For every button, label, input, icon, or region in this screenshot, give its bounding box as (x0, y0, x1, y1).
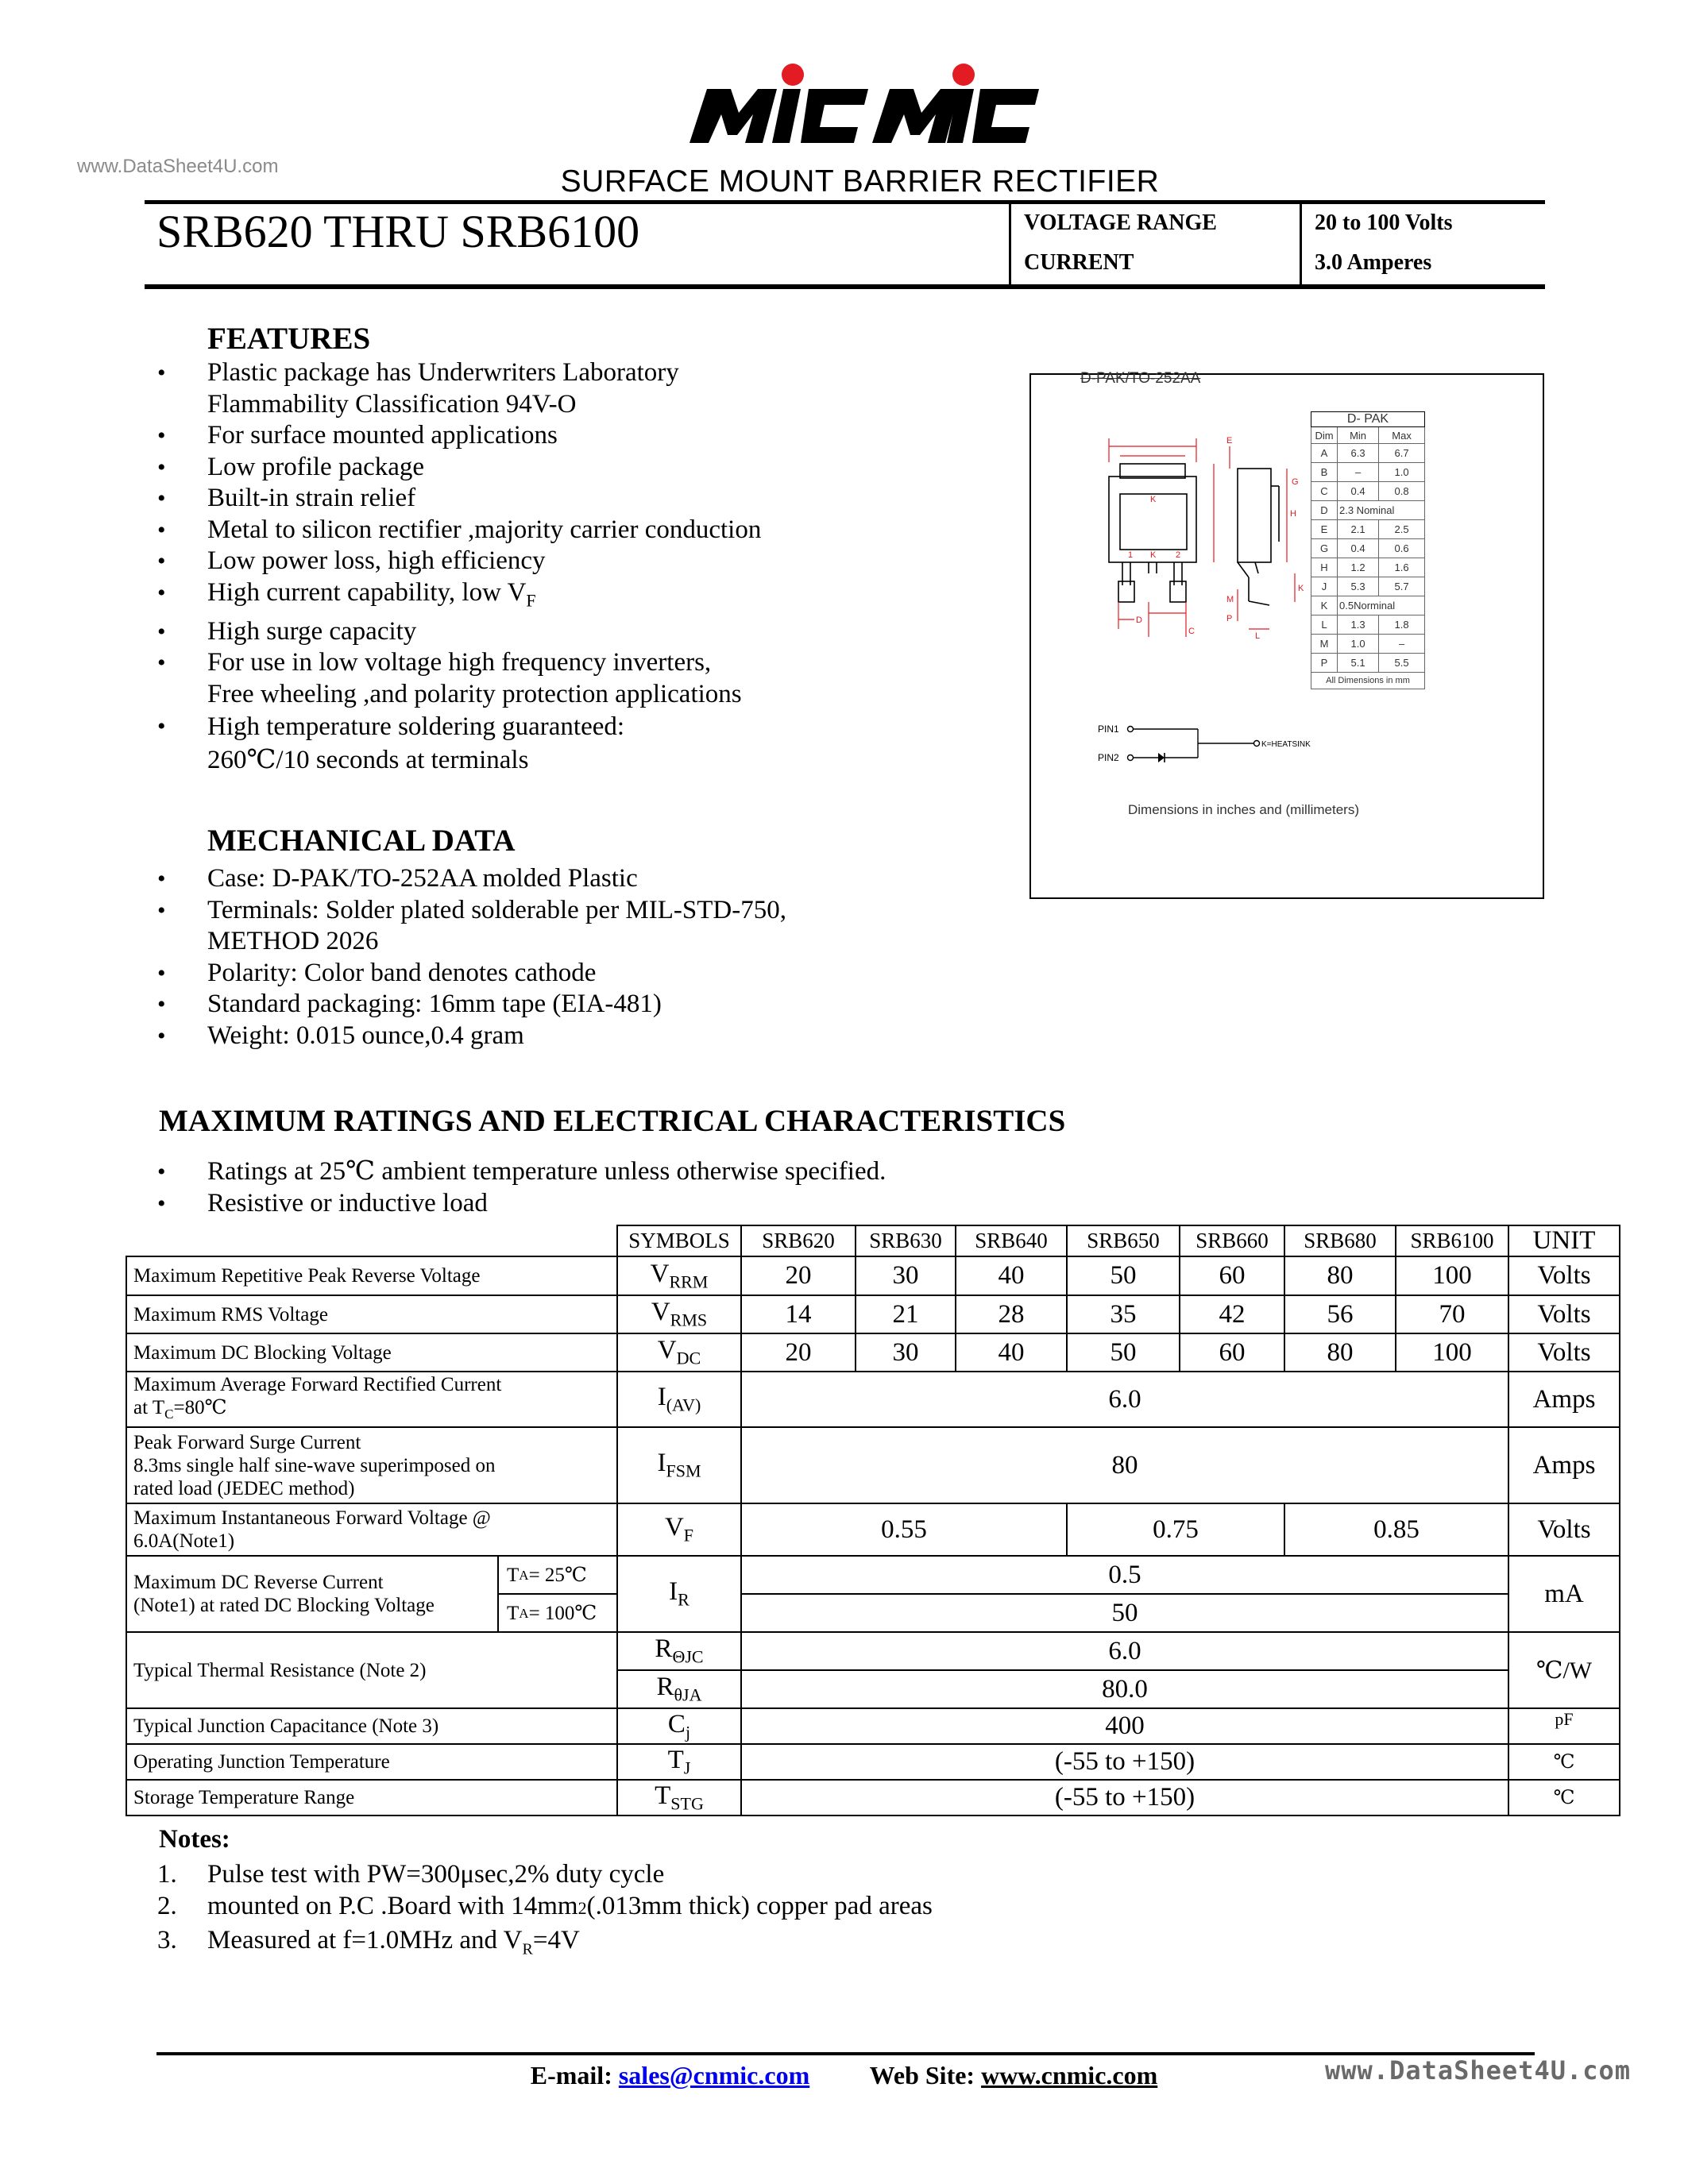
package-title: D-PAK/TO-252AA (1080, 370, 1201, 387)
param-iav: Maximum Average Forward Rectified Current at $T_C=80℃$ (126, 1372, 617, 1427)
mechanical-item: • Terminals: Solder plated solderable per MIL-STD-750, METHOD 2026 (157, 895, 999, 958)
value-cell: 6.0 (741, 1372, 1508, 1427)
dim-label: H (1290, 509, 1296, 519)
dimensions-note: Dimensions in inches and (millimeters) (1128, 802, 1359, 817)
dpak-cell: 1.0 (1379, 463, 1425, 482)
table-row (126, 1708, 1620, 1744)
table-row (126, 1780, 1620, 1815)
dpak-row (1311, 482, 1425, 501)
logo-dot-2 (952, 64, 975, 86)
symbol-cj: $C_j$ (617, 1708, 741, 1744)
ratings-bullet: • Ratings at 25℃ ambient temperature unless otherwise specified. (157, 1156, 1349, 1188)
dpak-table-title: D- PAK (1311, 412, 1425, 427)
unit-cell: ℃ (1508, 1744, 1620, 1780)
feature-item: • Built-in strain relief (157, 483, 999, 515)
dpak-cell: P (1311, 654, 1338, 673)
heatsink-label: K=HEATSINK (1261, 740, 1311, 749)
feature-item: • High surge capacity (157, 616, 999, 648)
dpak-cell: 0.4 (1338, 539, 1379, 558)
dpak-cell: – (1379, 635, 1425, 654)
value-cell: 100 (1396, 1333, 1508, 1372)
header-srb650: SRB650 (1067, 1225, 1180, 1256)
param-cj: Typical Junction Capacitance (Note 3) (126, 1708, 617, 1744)
unit-cell: Volts (1508, 1256, 1620, 1295)
symbol-vrms: $V_{RMS}$ (617, 1295, 741, 1333)
pin1-label: PIN1 (1098, 723, 1119, 735)
symbol-ir: $I_R$ (617, 1556, 741, 1632)
dpak-row (1311, 577, 1425, 596)
table-row (126, 1744, 1620, 1780)
dim-label: P (1226, 614, 1233, 623)
dpak-cell: 5.5 (1379, 654, 1425, 673)
features-list (157, 357, 999, 777)
dpak-cell: B (1311, 463, 1338, 482)
dpak-cell: 5.7 (1379, 577, 1425, 596)
dpak-cell: – (1338, 463, 1379, 482)
watermark-top: www.DataSheet4U.com (77, 156, 279, 177)
unit-cell: ℃ (1508, 1780, 1620, 1815)
param-vf: Maximum Instantaneous Forward Voltage @ 6.0A(Note1) (126, 1503, 617, 1556)
ratings-bullet: • Resistive or inductive load (157, 1188, 1349, 1220)
dpak-cell: M (1311, 635, 1338, 654)
unit-cell: pF (1508, 1708, 1620, 1744)
dpak-cell: E (1311, 520, 1338, 539)
dim-label: L (1255, 631, 1261, 641)
dpak-cell: 6.7 (1379, 444, 1425, 463)
value-cell: (-55 to +150) (741, 1780, 1508, 1815)
value-cell: 400 (741, 1708, 1508, 1744)
value-cell: 50 (1067, 1333, 1180, 1372)
package-outline-drawing (1079, 415, 1317, 669)
dpak-row (1311, 444, 1425, 463)
dpak-row (1311, 654, 1425, 673)
param-vrrm: Maximum Repetitive Peak Reverse Voltage (126, 1256, 617, 1295)
note-item: 3. Measured at f=1.0MHz and $V_R=4V$ (157, 1926, 580, 1958)
ratings-bullets (157, 1156, 1349, 1219)
dim-label: K (1150, 550, 1157, 560)
dpak-col-min: Min (1338, 427, 1379, 444)
feature-item: • For surface mounted applications (157, 420, 999, 452)
value-cell: 56 (1284, 1295, 1396, 1333)
dpak-cell: 1.3 (1338, 615, 1379, 635)
dim-label: K (1150, 495, 1157, 504)
symbol-tstg: $T_{STG}$ (617, 1780, 741, 1815)
email-link[interactable]: sales@cnmic.com (618, 2061, 810, 2089)
symbol-iav: $I_{(AV)}$ (617, 1372, 741, 1427)
dpak-cell: 1.8 (1379, 615, 1425, 635)
dpak-row (1311, 539, 1425, 558)
value-cell: 80 (1284, 1256, 1396, 1295)
dpak-cell: 0.5Norminal (1338, 596, 1425, 615)
value-cell: 60 (1180, 1333, 1284, 1372)
dpak-row (1311, 463, 1425, 482)
param-ifsm: Peak Forward Surge Current 8.3ms single half sine-wave superimposed on rated load (JEDEC method) (126, 1427, 617, 1503)
dpak-cell: J (1311, 577, 1338, 596)
notes-list (157, 1858, 1349, 1966)
voltage-range-label: VOLTAGE RANGE (1024, 210, 1217, 235)
dpak-cell: L (1311, 615, 1338, 635)
current-value: 3.0 Amperes (1315, 250, 1432, 275)
spec-divider-2 (1300, 204, 1302, 289)
value-cell: 20 (741, 1256, 856, 1295)
mechanical-item: • Polarity: Color band denotes cathode (157, 958, 999, 990)
value-cell: 60 (1180, 1256, 1284, 1295)
logo-dots (782, 64, 975, 86)
dpak-cell: 2.3 Nominal (1338, 501, 1425, 520)
logo-dot-1 (782, 64, 804, 86)
note-item: 1. Pulse test with PW=300μsec,2% duty cycle (157, 1860, 665, 1889)
email-label: E-mail: (530, 2061, 612, 2089)
mechanical-item: • Weight: 0.015 ounce,0.4 gram (157, 1021, 999, 1052)
mic-logo (689, 57, 1047, 152)
symbol-vdc: $V_{DC}$ (617, 1333, 741, 1372)
header-unit: UNIT (1508, 1225, 1620, 1256)
dpak-cell: 5.3 (1338, 577, 1379, 596)
symbol-ifsm: $I_{FSM}$ (617, 1427, 741, 1503)
ir-condition-25: T A = 25℃ (499, 1557, 616, 1595)
table-row (126, 1372, 1620, 1427)
dpak-cell: 2.5 (1379, 520, 1425, 539)
value-cell: 6.0 (741, 1632, 1508, 1670)
symbol-tj: $T_J$ (617, 1744, 741, 1780)
dpak-dimension-table (1311, 411, 1425, 689)
mechanical-list (157, 863, 999, 1051)
dpak-row (1311, 615, 1425, 635)
header-srb660: SRB660 (1180, 1225, 1284, 1256)
notes-heading: Notes: (159, 1825, 230, 1854)
pin-diagram (1087, 716, 1341, 772)
feature-item: • Plastic package has Underwriters Laboratory Flammability Classification 94V-O (157, 357, 999, 420)
value-cell: 30 (856, 1256, 956, 1295)
dpak-row (1311, 558, 1425, 577)
dpak-cell: 6.3 (1338, 444, 1379, 463)
dpak-rows (1311, 444, 1425, 673)
logo-letters (689, 89, 1039, 143)
value-cell: 80 (741, 1427, 1508, 1503)
feature-item: • For use in low voltage high frequency inverters, Free wheeling ,and polarity protection applications (157, 647, 999, 710)
value-cell: 50 (741, 1594, 1508, 1632)
ratings-heading: MAXIMUM RATINGS AND ELECTRICAL CHARACTERISTICS (159, 1104, 1066, 1138)
feature-item: • Low power loss, high efficiency (157, 546, 999, 577)
dpak-cell: A (1311, 444, 1338, 463)
unit-cell: mA (1508, 1556, 1620, 1632)
unit-cell: Volts (1508, 1295, 1620, 1333)
value-cell: 80.0 (741, 1670, 1508, 1708)
mechanical-heading: MECHANICAL DATA (207, 824, 516, 858)
dpak-cell: K (1311, 596, 1338, 615)
dim-label: D (1136, 615, 1142, 625)
param-vrms: Maximum RMS Voltage (126, 1295, 617, 1333)
dim-label: G (1292, 477, 1299, 487)
symbol-rthja: $R_{\theta JA}$ (617, 1670, 741, 1708)
dpak-row (1311, 501, 1425, 520)
table-row (126, 1333, 1620, 1372)
unit-cell: Amps (1508, 1372, 1620, 1427)
value-cell: 35 (1067, 1295, 1180, 1333)
dpak-cell: 1.0 (1338, 635, 1379, 654)
header-symbols: SYMBOLS (617, 1225, 741, 1256)
ratings-table (126, 1225, 1620, 1816)
mechanical-item: • Standard packaging: 16mm tape (EIA-481) (157, 989, 999, 1021)
dpak-row (1311, 635, 1425, 654)
table-row (126, 1427, 1620, 1503)
value-cell: 0.55 (741, 1503, 1067, 1556)
current-label: CURRENT (1024, 250, 1134, 275)
dim-label: K (1298, 584, 1304, 593)
dpak-cell: 2.1 (1338, 520, 1379, 539)
ir-condition-100: T A = 100℃ (507, 1602, 597, 1624)
pin2-label: PIN2 (1098, 752, 1119, 763)
header-rule-top (145, 200, 1545, 204)
param-tj: Operating Junction Temperature (126, 1744, 617, 1780)
watermark-bottom: www.DataSheet4U.com (1325, 2055, 1632, 2086)
dpak-row (1311, 596, 1425, 615)
param-thermal: Typical Thermal Resistance (Note 2) (126, 1632, 617, 1708)
value-cell: 80 (1284, 1333, 1396, 1372)
value-cell: (-55 to +150) (741, 1744, 1508, 1780)
header-srb620: SRB620 (741, 1225, 856, 1256)
voltage-range-value: 20 to 100 Volts (1315, 210, 1453, 235)
unit-cell: Amps (1508, 1427, 1620, 1503)
unit-cell: Volts (1508, 1333, 1620, 1372)
value-cell: 42 (1180, 1295, 1284, 1333)
header-rule-bottom (145, 284, 1545, 289)
document-subtitle: SURFACE MOUNT BARRIER RECTIFIER (560, 164, 1160, 199)
table-row (126, 1256, 1620, 1295)
dpak-col-max: Max (1379, 427, 1425, 444)
dpak-cell: 5.1 (1338, 654, 1379, 673)
table-row (126, 1632, 1620, 1670)
feature-item: • Metal to silicon rectifier ,majority carrier conduction (157, 515, 999, 546)
dpak-cell: 1.6 (1379, 558, 1425, 577)
dpak-col-dim: Dim (1311, 427, 1338, 444)
table-row (126, 1556, 1620, 1594)
table-row (126, 1295, 1620, 1333)
param-tstg: Storage Temperature Range (126, 1780, 617, 1815)
dpak-cell: 0.6 (1379, 539, 1425, 558)
note-item: 2. mounted on P.C .Board with 14mm2(.013mm thick) copper pad areas (157, 1892, 933, 1920)
dim-label: M (1226, 595, 1234, 604)
header-blank (126, 1225, 617, 1256)
value-cell: 40 (956, 1333, 1067, 1372)
features-heading: FEATURES (207, 322, 371, 356)
dim-label: E (1226, 436, 1233, 446)
value-cell: 50 (1067, 1256, 1180, 1295)
symbol-vf: $V_F$ (617, 1503, 741, 1556)
table-header-row (126, 1225, 1620, 1256)
package-drawing-box (1029, 370, 1544, 899)
dpak-cell: C (1311, 482, 1338, 501)
spec-divider-1 (1009, 204, 1011, 289)
feature-item: • High temperature soldering guaranteed: 260℃/10 seconds at terminals (157, 710, 999, 777)
value-cell: 30 (856, 1333, 956, 1372)
header-srb6100: SRB6100 (1396, 1225, 1508, 1256)
dpak-cell: 0.8 (1379, 482, 1425, 501)
part-title: SRB620 THRU SRB6100 (156, 206, 640, 257)
value-cell: 0.5 (741, 1556, 1508, 1594)
value-cell: 14 (741, 1295, 856, 1333)
website-label: Web Site: (869, 2061, 975, 2089)
dpak-footer-note: All Dimensions in mm (1311, 673, 1425, 689)
unit-cell: Volts (1508, 1503, 1620, 1556)
dpak-cell: G (1311, 539, 1338, 558)
dpak-row (1311, 520, 1425, 539)
unit-cell: ℃/W (1508, 1632, 1620, 1708)
value-cell: 100 (1396, 1256, 1508, 1295)
dim-label: 1 (1128, 550, 1134, 560)
website-link[interactable]: www.cnmic.com (981, 2061, 1158, 2089)
value-cell: 21 (856, 1295, 956, 1333)
value-cell: 0.75 (1067, 1503, 1284, 1556)
dpak-cell: H (1311, 558, 1338, 577)
symbol-rthjc: $R_{\Theta JC}$ (617, 1632, 741, 1670)
value-cell: 20 (741, 1333, 856, 1372)
value-cell: 40 (956, 1256, 1067, 1295)
feature-item: • Low profile package (157, 452, 999, 484)
dim-label: C (1188, 627, 1195, 636)
mechanical-item: • Case: D-PAK/TO-252AA molded Plastic (157, 863, 999, 895)
value-cell: 70 (1396, 1295, 1508, 1333)
symbol-vrrm: $V_{RRM}$ (617, 1256, 741, 1295)
param-ir: Maximum DC Reverse Current (Note1) at rated DC Blocking Voltage T A = 25℃ T A = 100℃ (126, 1556, 617, 1632)
dim-label: 2 (1176, 550, 1181, 560)
header-srb640: SRB640 (956, 1225, 1067, 1256)
dpak-cell: D (1311, 501, 1338, 520)
param-vdc: Maximum DC Blocking Voltage (126, 1333, 617, 1372)
table-row (126, 1503, 1620, 1556)
dpak-cell: 1.2 (1338, 558, 1379, 577)
header-srb630: SRB630 (856, 1225, 956, 1256)
value-cell: 28 (956, 1295, 1067, 1333)
dpak-cell: 0.4 (1338, 482, 1379, 501)
feature-item: • High current capability, low $V_F$ (157, 577, 999, 616)
value-cell: 0.85 (1284, 1503, 1508, 1556)
header-srb680: SRB680 (1284, 1225, 1396, 1256)
